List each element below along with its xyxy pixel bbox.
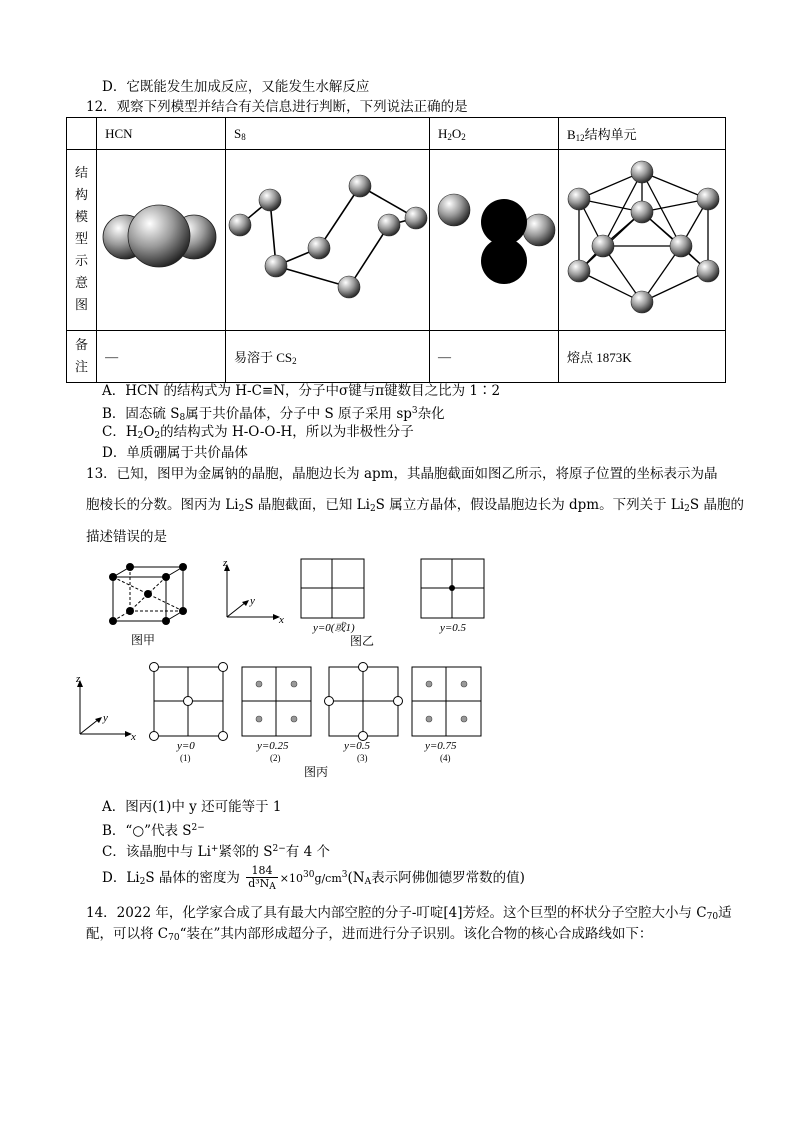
corner-cell <box>67 118 97 150</box>
bing-label-1: y=0 <box>177 740 195 752</box>
svg-text:x: x <box>279 614 284 626</box>
fig-bing-label: 图丙 <box>304 765 329 779</box>
s8-model <box>226 150 429 326</box>
svg-text:y: y <box>103 712 108 724</box>
fig-jia-label: 图甲 <box>131 633 156 647</box>
yi-label-1: y=0(或1) <box>313 622 355 634</box>
svg-text:z: z <box>76 673 81 685</box>
svg-text:y: y <box>250 595 255 607</box>
axes-bing <box>80 684 128 734</box>
q12-option-c: C．H2O2的结构式为 H-O-O-H，所以为非极性分子 <box>102 424 414 441</box>
fig-yi-label: 图乙 <box>350 634 375 648</box>
q12-table <box>66 117 726 383</box>
b12-model <box>559 150 725 326</box>
bing-label-4: y=0.75 <box>425 740 457 752</box>
header-h2o2: H2O2 <box>429 118 558 150</box>
b12-model-cell <box>559 150 726 331</box>
q11-option-d: D．它既能发生加成反应，又能发生水解反应 <box>102 79 370 95</box>
note-hcn: — <box>97 331 226 383</box>
axes-yi <box>227 568 276 617</box>
q14-stem-line1: 14．2022 年，化学家合成了具有最大内部空腔的分子-叮啶[4]芳烃。这个巨型的杯状分子空腔大小与 C70适 <box>86 905 732 922</box>
q13-stem-line1: 13．已知，图甲为金属钠的晶胞，晶胞边长为 apm，其晶胞截面如图乙所示，将原子位置的坐标表示为晶 <box>86 466 718 482</box>
h2o2-model-cell <box>429 150 558 331</box>
q13-option-b: B．“○”代表 $S^{2-}$ <box>102 823 205 839</box>
bing-label-3: y=0.5 <box>344 740 371 752</box>
header-hcn: HCN <box>97 118 226 150</box>
q12-option-b: B．固态硫 S8属于共价晶体，分子中 S 原子采用 $sp^3$杂化 <box>102 406 445 423</box>
bing-square-3 <box>329 667 398 736</box>
svg-text:(1): (1) <box>180 753 191 763</box>
bing-square-2 <box>242 667 311 736</box>
fig-yi-square-1 <box>301 559 364 618</box>
note-b12: 熔点 1873K <box>559 331 726 383</box>
q13-stem-line3: 描述错误的是 <box>86 529 167 545</box>
q12-stem: 12．观察下列模型并结合有关信息进行判断，下列说法正确的是 <box>86 99 468 115</box>
q13-option-a: A．图丙(1)中 y 还可能等于 1 <box>102 799 282 815</box>
svg-text:(3): (3) <box>357 753 368 763</box>
note-h2o2: — <box>429 331 558 383</box>
s8-model-cell <box>225 150 429 331</box>
h2o2-model <box>430 150 558 326</box>
svg-text:z: z <box>223 557 228 569</box>
density-fraction: $\frac{184}{\text{d³NA}}$ <box>248 863 276 892</box>
q14-stem-line2: 配，可以将 C70“装在”其内部形成超分子，进而进行分子识别。该化合物的核心合成路线如下： <box>86 926 653 943</box>
header-b12: B12结构单元 <box>559 118 726 150</box>
svg-text:(2): (2) <box>270 753 281 763</box>
q12-option-d: D．单质硼属于共价晶体 <box>102 445 248 461</box>
q13-option-c: C．该晶胞中与 Li+紧邻的 $S^{2-}$有 4 个 <box>102 844 330 860</box>
q13-figures <box>0 550 794 790</box>
header-s8: S8 <box>225 118 429 150</box>
note-s8: 易溶于 CS2 <box>225 331 429 383</box>
q12-option-a: A．HCN 的结构式为 H-C≡N，分子中σ键与π键数目之比为 1∶2 <box>102 383 501 399</box>
yi-label-2: y=0.5 <box>440 622 467 634</box>
q13-stem-line2: 胞棱长的分数。图丙为 Li2S 晶胞截面，已知 Li2S 属立方晶体，假设晶胞边长为 dpm。下列关于 Li2S 晶胞的 <box>86 497 744 514</box>
q13-option-d: D．Li2S 晶体的密度为 $\frac{184}{\text{d³NA}}$ $\times 10^{30}g/cm^3(NA$表示阿佛伽德罗常数的值) <box>102 863 525 892</box>
hcn-model-cell <box>97 150 226 331</box>
hcn-model <box>97 150 222 326</box>
row-label-notes: 备 注 <box>67 331 97 383</box>
row-label-structure: 结 构 模 型 示 意 图 <box>67 150 97 331</box>
svg-text:x: x <box>131 731 136 743</box>
bing-label-2: y=0.25 <box>257 740 289 752</box>
svg-text:(4): (4) <box>440 753 451 763</box>
bing-square-4 <box>412 667 481 736</box>
